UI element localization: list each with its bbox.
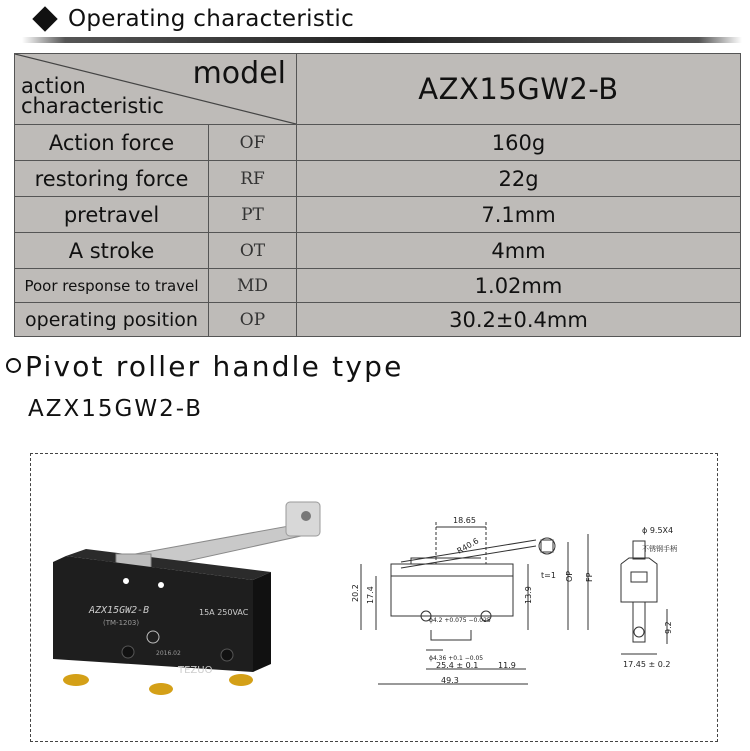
dim-label: 9.2 — [664, 621, 673, 634]
row-value: 4mm — [297, 233, 741, 269]
dim-label: t=1 — [541, 571, 556, 580]
table-header-row — [15, 54, 741, 125]
row-value: 7.1mm — [297, 197, 741, 233]
action-label-line1: action — [21, 74, 86, 98]
side-dimension-labels — [623, 526, 677, 669]
section-rule — [22, 37, 742, 43]
row-label: operating position — [15, 303, 209, 337]
section-header — [22, 4, 742, 38]
dim-label: 17.45 ± 0.2 — [623, 660, 671, 669]
dim-label: ϕ4.2 +0.075 −0.025 — [429, 617, 491, 624]
model-value: AZX15GW2-B — [297, 54, 741, 125]
row-code: PT — [209, 197, 297, 233]
dim-label: ϕ 9.5X4 — [642, 526, 674, 535]
diamond-bullet-icon — [32, 6, 57, 31]
action-label-line2: characteristic — [21, 94, 164, 118]
action-header-label — [21, 76, 164, 116]
type-title — [6, 350, 404, 383]
switch-model-text: AZX15GW2-B — [89, 605, 150, 616]
terminal — [63, 674, 89, 686]
terminal — [149, 683, 173, 695]
ring-bullet-icon — [6, 358, 21, 373]
row-label: Poor response to travel — [15, 269, 209, 303]
row-value: 1.02mm — [297, 269, 741, 303]
table-row — [15, 233, 741, 269]
type-title-text: Pivot roller handle type — [25, 350, 404, 383]
model-header-label: model — [192, 56, 286, 91]
row-code: OF — [209, 125, 297, 161]
row-label: pretravel — [15, 197, 209, 233]
dim-label: 18.65 — [453, 516, 476, 525]
dim-label: 25.4 ± 0.1 — [436, 661, 479, 670]
row-value: 30.2±0.4mm — [297, 303, 741, 337]
front-dimension-labels — [351, 516, 594, 685]
table-row — [15, 161, 741, 197]
switch-date-text: 2016.02 — [156, 650, 181, 657]
side-dimension-drawing — [621, 541, 667, 654]
dim-label: 20.2 — [351, 584, 360, 602]
type-model: AZX15GW2-B — [28, 396, 203, 422]
drawing-body — [391, 564, 513, 616]
table-row — [15, 269, 741, 303]
switch-sub-text: (TM-1203) — [103, 619, 140, 627]
terminal — [229, 674, 253, 686]
mount-hole — [122, 646, 134, 658]
row-code: RF — [209, 161, 297, 197]
switch-rating-text: 15A 250VAC — [199, 608, 249, 617]
switch-brand-text: TEZUO — [178, 665, 213, 676]
switch-side — [253, 572, 271, 672]
dim-label: ϕ4.36 +0.1 −0.05 — [429, 655, 484, 662]
dim-label: 13.9 — [524, 586, 533, 604]
dim-label: 49.3 — [441, 676, 459, 685]
table-row — [15, 303, 741, 337]
switch-photo — [53, 502, 320, 695]
row-label: Action force — [15, 125, 209, 161]
row-label: A stroke — [15, 233, 209, 269]
table-row — [15, 125, 741, 161]
figure-illustration — [31, 454, 717, 741]
figure-frame — [30, 453, 718, 742]
row-code: OP — [209, 303, 297, 337]
dim-label: R40.6 — [455, 536, 481, 556]
row-value: 22g — [297, 161, 741, 197]
row-value: 160g — [297, 125, 741, 161]
table-row — [15, 197, 741, 233]
roller-pin — [301, 511, 311, 521]
dim-label: 11.9 — [498, 661, 516, 670]
spec-table — [14, 53, 741, 337]
dim-label: OP — [565, 570, 574, 582]
mount-hole — [221, 649, 233, 661]
row-code: OT — [209, 233, 297, 269]
rivet-dot — [158, 582, 164, 588]
dim-label: FP — [585, 572, 594, 582]
dim-label: 17.4 — [366, 586, 375, 604]
rivet-dot — [123, 578, 129, 584]
dim-label: 不锈钢手柄 — [642, 545, 677, 553]
row-label: restoring force — [15, 161, 209, 197]
row-code: MD — [209, 269, 297, 303]
diagonal-header-cell — [15, 54, 297, 125]
section-title: Operating characteristic — [68, 6, 355, 32]
